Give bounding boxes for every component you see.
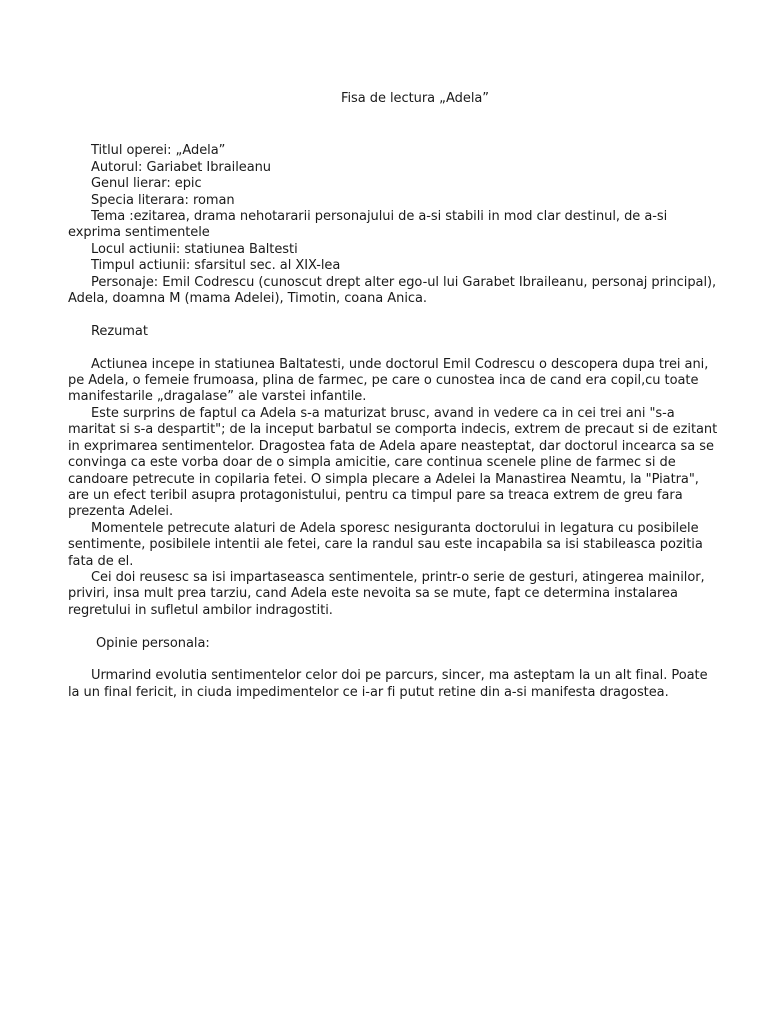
opinion-heading: Opinie personala: [96,635,210,651]
field-species: Specia literara: roman [91,192,235,208]
field-title: Titlul operei: „Adela” [91,143,226,159]
field-author: Autorul: Gariabet Ibraileanu [91,159,271,175]
field-theme: Tema :ezitarea, drama nehotararii personajului de a-si stabili in mod clar destinul, de a-si exprima sentimentele [68,209,668,241]
document-title: Fisa de lectura „Adela” [341,91,489,106]
opinion-paragraph: Urmarind evolutia sentimentelor celor doi pe parcurs, sincer, ma asteptam la un alt final. Poate la un final fericit, in ciuda impedimentelor ce i-ar fi putut retine din a-si manifesta dragostea. [68,668,708,700]
document-body [68,91,720,701]
spacer [68,619,720,635]
spacer [68,652,720,668]
summary-heading: Rezumat [91,323,148,339]
field-time: Timpul actiunii: sfarsitul sec. al XIX-lea [91,258,341,274]
info-fields [68,143,720,307]
field-genre: Genul lierar: epic [91,176,202,192]
summary-paragraph: Cei doi reusesc sa isi impartaseasca sentimentele, printr-o serie de gesturi, atingerea mainilor, priviri, insa mult prea tarziu, cand Adela este nevoita sa se mute, fapt ce determina instalarea regretului in sufletul ambilor indragostiti. [68,569,705,618]
summary-paragraph: Este surprins de faptul ca Adela s-a maturizat brusc, avand in vedere ca in cei trei ani "s-a maritat si s-a despartit"; de la inceput barbatul se comporta indecis, extrem de precaut si de ezitant in exprimarea sentimentelor. Dragostea fata de Adela apare neasteptat, dar doctorul incearca sa se convinga ca este vorba doar de o simpla amicitie, care continua scenele pline de farmec si de candoare petrecute in copilaria fetei. O simpla plecare a Adelei la Manastirea Neamtu, la "Piatra", are un efect teribil asupra protagonistului, pentru ca timpul pare sa treaca extrem de greu fara prezenta Adelei. [68,405,718,520]
field-characters: Personaje: Emil Codrescu (cunoscut drept alter ego-ul lui Garabet Ibraileanu, personaj principal), Adela, doamna M (mama Adelei), Timotin, coana Anica. [68,274,717,307]
summary-paragraph: Momentele petrecute alaturi de Adela sporesc nesiguranta doctorului in legatura cu posibilele sentimente, posibilele intentii ale fetei, care la randul sau este incapabila sa isi stabileasca pozitia fata de el. [68,520,703,569]
summary-paragraph: Actiunea incepe in statiunea Baltatesti, unde doctorul Emil Codrescu o descopera dupa trei ani, pe Adela, o femeie frumoasa, plina de farmec, pe care o cunostea inca de cand era copil,cu toate manifestarile „dragalase” ale varstei infantile. [68,356,709,405]
spacer [68,307,720,323]
summary-section [68,357,720,620]
spacer [68,340,720,356]
field-place: Locul actiunii: statiunea Baltesti [91,241,298,257]
